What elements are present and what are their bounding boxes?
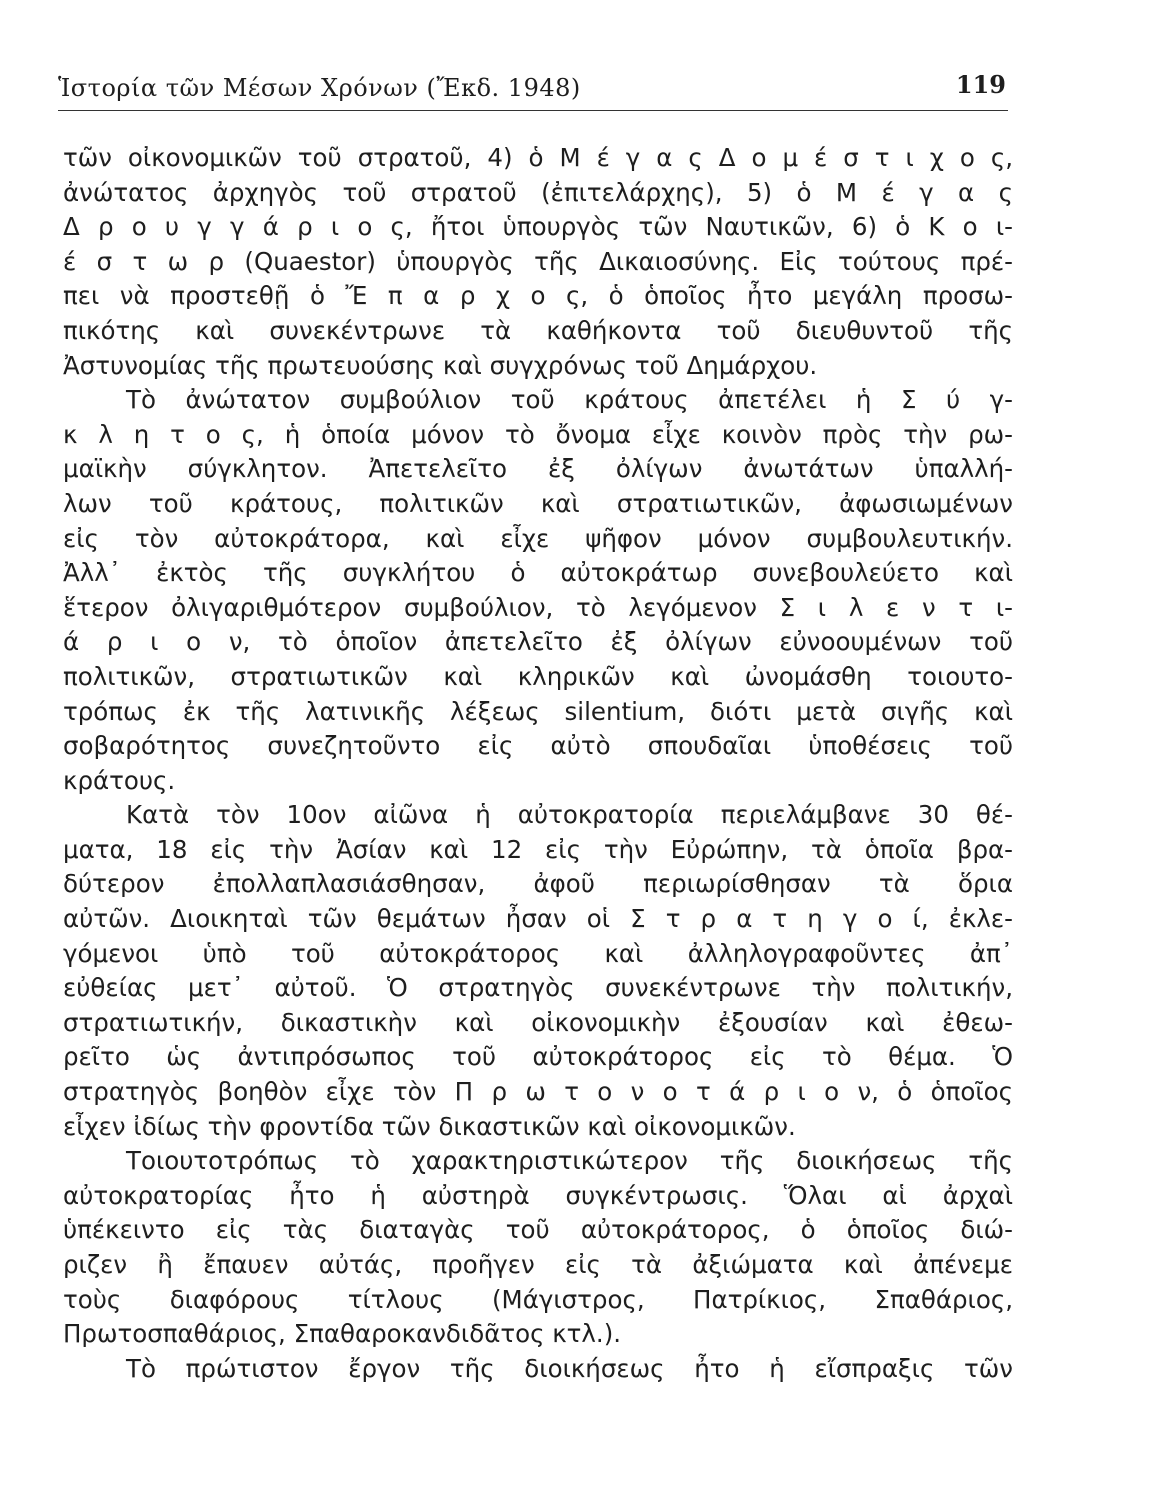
text-line: μαϊκὴν σύγκλητον. Ἀπετελεῖτο ἐξ ὀλίγων ἀνωτάτων ὑπαλλή- [63,454,1013,484]
text-line: Πρωτοσπαθάριος, Σπαθαροκανδιδᾶτος κτλ.). [63,1319,622,1349]
text-line: κ λ η τ ο ς, ἡ ὁποία μόνον τὸ ὄνομα εἶχε κοινὸν πρὸς τὴν ρω- [63,419,1013,449]
text-line: ρεῖτο ὡς ἀντιπρόσωπος τοῦ αὐτοκράτορος εἰς τὸ θέμα. Ὁ [63,1042,1013,1072]
text-line: πει νὰ προστεθῇ ὁ Ἔ π α ρ χ ο ς, ὁ ὁποῖος ἦτο μεγάλη προσω- [63,281,1013,311]
text-line: εὐθείας μετ᾽ αὐτοῦ. Ὁ στρατηγὸς συνεκέντρωνε τὴν πολιτικήν, [63,973,1013,1003]
text-line: Τὸ ἀνώτατον συμβούλιον τοῦ κράτους ἀπετέλει ἡ Σ ύ γ- [126,385,1013,415]
text-line: Ἀστυνομίας τῆς πρωτευούσης καὶ συγχρόνως τοῦ Δημάρχου. [63,350,818,380]
text-line: τῶν οἰκονομικῶν τοῦ στρατοῦ, 4) ὁ Μ έ γ α ς Δ ο μ έ σ τ ι χ ο ς, [63,143,1013,172]
text-line: ματα, 18 εἰς τὴν Ἀσίαν καὶ 12 εἰς τὴν Εὐρώπην, τὰ ὁποῖα βρα- [63,834,1013,864]
text-line: γόμενοι ὑπὸ τοῦ αὐτοκράτορος καὶ ἀλληλογραφοῦντες ἀπ᾽ [63,938,1013,968]
text-line: τοὺς διαφόρους τίτλους (Μάγιστρος, Πατρίκιος, Σπαθάριος, [63,1284,1013,1314]
header-rule [58,110,1008,111]
body-text [63,141,1013,1386]
text-line: πικότης καὶ συνεκέντρωνε τὰ καθήκοντα τοῦ διευθυντοῦ τῆς [63,315,1013,345]
text-line: στρατηγὸς βοηθὸν εἶχε τὸν Π ρ ω τ ο ν ο τ ά ρ ι ο ν, ὁ ὁποῖος [63,1077,1013,1107]
text-line: εἰς τὸν αὐτοκράτορα, καὶ εἶχε ψῆφον μόνον συμβουλευτικήν. [63,523,1013,553]
text-line: κράτους. [63,765,176,795]
text-line: σοβαρότητος συνεζητοῦντο εἰς αὐτὸ σπουδαῖαι ὑποθέσεις τοῦ [63,731,1013,761]
text-line: τρόπως ἐκ τῆς λατινικῆς λέξεως silentium, διότι μετὰ σιγῆς καὶ [63,696,1013,726]
text-line: ά ρ ι ο ν, τὸ ὁποῖον ἀπετελεῖτο ἐξ ὀλίγων εὐνοουμένων τοῦ [63,627,1013,657]
text-line: ἕτερον ὀλιγαριθμότερον συμβούλιον, τὸ λεγόμενον Σ ι λ ε ν τ ι- [63,592,1013,622]
text-line: στρατιωτικήν, δικαστικὴν καὶ οἰκονομικὴν ἐξουσίαν καὶ ἐθεω- [63,1007,1013,1037]
text-line: δύτερον ἐπολλαπλασιάσθησαν, ἀφοῦ περιωρίσθησαν τὰ ὅρια [63,869,1013,899]
text-line: Τὸ πρώτιστον ἔργον τῆς διοικήσεως ἦτο ἡ εἴσπραξις τῶν [126,1353,1013,1383]
text-line: λων τοῦ κράτους, πολιτικῶν καὶ στρατιωτικῶν, ἀφωσιωμένων [63,488,1013,518]
text-line: Ἀλλ᾽ ἐκτὸς τῆς συγκλήτου ὁ αὐτοκράτωρ συνεβουλεύετο καὶ [63,558,1013,588]
page-number: 119 [955,70,1006,99]
text-line: Κατὰ τὸν 10ον αἰῶνα ἡ αὐτοκρατορία περιελάμβανε 30 θέ- [126,800,1013,830]
running-title: Ἱστορία τῶν Μέσων Χρόνων (Ἔκδ. 1948) [58,74,581,102]
text-line: έ σ τ ω ρ (Quaestor) ὑπουργὸς τῆς Δικαιοσύνης. Εἰς τούτους πρέ- [63,246,1013,276]
text-line: ἀνώτατος ἀρχηγὸς τοῦ στρατοῦ (ἐπιτελάρχης), 5) ὁ Μ έ γ α ς [63,177,1013,207]
text-line: Δ ρ ο υ γ γ ά ρ ι ο ς, ἤτοι ὑπουργὸς τῶν Ναυτικῶν, 6) ὁ Κ ο ι- [63,212,1013,242]
text-line: αὐτῶν. Διοικηταὶ τῶν θεμάτων ἦσαν οἱ Σ τ ρ α τ η γ ο ί, ἐκλε- [63,904,1013,934]
text-line: αὐτοκρατορίας ἦτο ἡ αὐστηρὰ συγκέντρωσις. Ὅλαι αἱ ἀρχαὶ [63,1180,1013,1210]
text-line: ὑπέκειντο εἰς τὰς διαταγὰς τοῦ αὐτοκράτορος, ὁ ὁποῖος διώ- [63,1215,1013,1245]
text-line: εἶχεν ἰδίως τὴν φροντίδα τῶν δικαστικῶν καὶ οἰκονομικῶν. [63,1111,796,1141]
text-line: πολιτικῶν, στρατιωτικῶν καὶ κληρικῶν καὶ ὠνομάσθη τοιουτο- [63,661,1013,691]
running-head [58,70,1006,110]
text-line: ριζεν ἢ ἔπαυεν αὐτάς, προῆγεν εἰς τὰ ἀξιώματα καὶ ἀπένεμε [63,1250,1013,1279]
text-line: Τοιουτοτρόπως τὸ χαρακτηριστικώτερον τῆς διοικήσεως τῆς [126,1146,1013,1176]
